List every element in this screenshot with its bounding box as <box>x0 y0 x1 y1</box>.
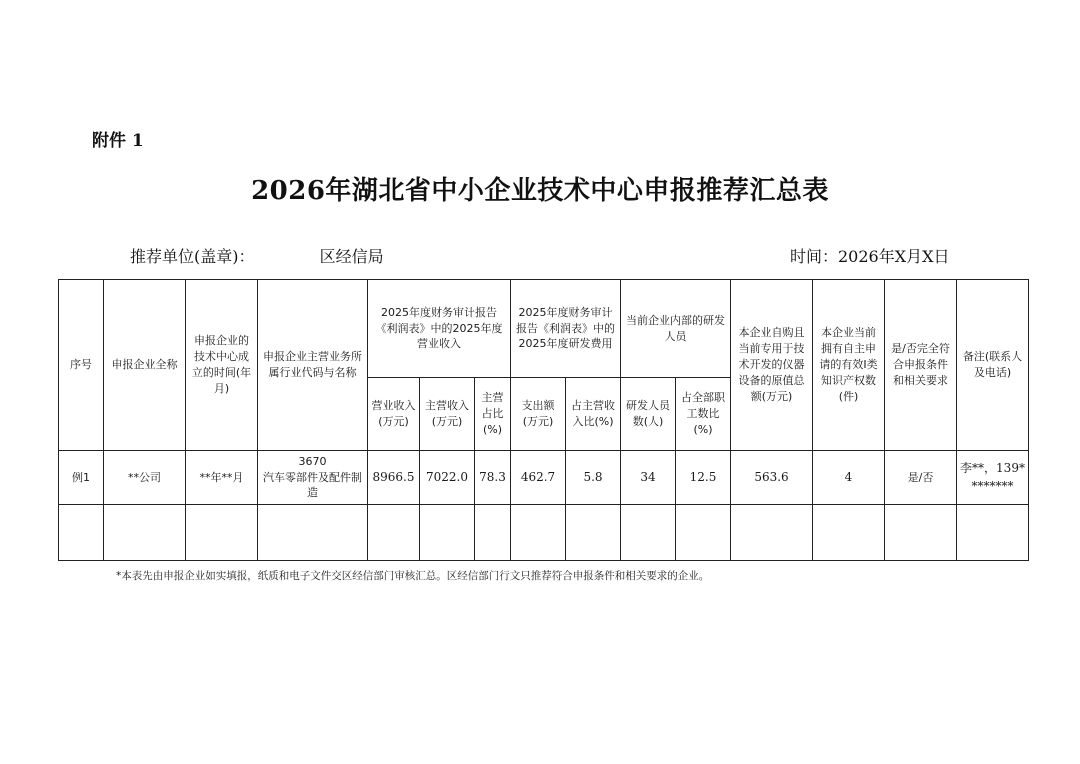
cell-ip: 4 <box>813 451 885 505</box>
summary-table <box>58 279 1029 561</box>
cell-rd-ratio: 5.8 <box>566 451 621 505</box>
cell-compliance: 是/否 <box>885 451 957 505</box>
footnote: *本表先由申报企业如实填报，纸质和电子文件交区经信部门审核汇总。区经信部门行文只推荐符合申报条件和相关要求的企业。 <box>116 570 710 582</box>
header-rd-ratio: 占主营收入比(%) <box>566 378 621 451</box>
empty-cell <box>885 505 957 561</box>
cell-rd-amount: 462.7 <box>511 451 566 505</box>
header-established: 申报企业的技术中心成立的时间(年月) <box>186 280 258 451</box>
header-staff-group: 当前企业内部的研发人员 <box>621 280 731 378</box>
header-industry: 申报企业主营业务所属行业代码与名称 <box>258 280 368 451</box>
header-company: 申报企业全称 <box>104 280 186 451</box>
attachment-label: 附件 1 <box>92 131 144 151</box>
empty-cell <box>566 505 621 561</box>
header-staff-count: 研发人员数(人) <box>621 378 676 451</box>
cell-industry <box>258 451 368 505</box>
header-row-1 <box>59 280 1029 378</box>
empty-cell <box>957 505 1029 561</box>
cell-staff-count: 34 <box>621 451 676 505</box>
cell-main-revenue: 7022.0 <box>420 451 475 505</box>
empty-cell <box>676 505 731 561</box>
empty-cell <box>511 505 566 561</box>
header-rd-group: 2025年度财务审计报告《利润表》中的2025年度研发费用 <box>511 280 621 378</box>
header-revenue: 营业收入(万元) <box>368 378 420 451</box>
cell-company: **公司 <box>104 451 186 505</box>
header-main-ratio: 主营占比(%) <box>475 378 511 451</box>
header-revenue-group: 2025年度财务审计报告《利润表》中的2025年度营业收入 <box>368 280 511 378</box>
cell-seq: 例1 <box>59 451 104 505</box>
empty-cell <box>731 505 813 561</box>
recommender-value: 区经信局 <box>319 247 384 266</box>
cell-main-ratio: 78.3 <box>475 451 511 505</box>
cell-equipment: 563.6 <box>731 451 813 505</box>
header-equipment: 本企业自购且当前专用于技术开发的仪器设备的原值总额(万元) <box>731 280 813 451</box>
header-remarks: 备注(联系人及电话) <box>957 280 1029 451</box>
header-compliance: 是/否完全符合申报条件和相关要求 <box>885 280 957 451</box>
header-staff-ratio: 占全部职工数比(%) <box>676 378 731 451</box>
cell-revenue: 8966.5 <box>368 451 420 505</box>
page-title: 2026年湖北省中小企业技术中心申报推荐汇总表 <box>251 176 829 206</box>
cell-staff-ratio: 12.5 <box>676 451 731 505</box>
cell-industry-name: 汽车零部件及配件制造 <box>263 470 362 500</box>
date-line: 时间：2026年X月X日 <box>790 247 950 266</box>
empty-cell <box>813 505 885 561</box>
recommender-label: 推荐单位(盖章)： <box>130 247 255 266</box>
header-rd-amount: 支出额(万元) <box>511 378 566 451</box>
cell-industry-code: 3670 <box>298 454 327 468</box>
header-ip: 本企业当前拥有自主申请的有效I类知识产权数(件) <box>813 280 885 451</box>
table-row <box>59 451 1029 505</box>
cell-remarks: 李**，139******** <box>957 451 1029 505</box>
empty-cell <box>104 505 186 561</box>
table-row-empty <box>59 505 1029 561</box>
recommender-line <box>130 244 384 267</box>
header-seq: 序号 <box>59 280 104 451</box>
empty-cell <box>258 505 368 561</box>
empty-cell <box>475 505 511 561</box>
empty-cell <box>368 505 420 561</box>
empty-cell <box>621 505 676 561</box>
empty-cell <box>186 505 258 561</box>
empty-cell <box>420 505 475 561</box>
header-main-revenue: 主营收入(万元) <box>420 378 475 451</box>
empty-cell <box>59 505 104 561</box>
cell-established: **年**月 <box>186 451 258 505</box>
